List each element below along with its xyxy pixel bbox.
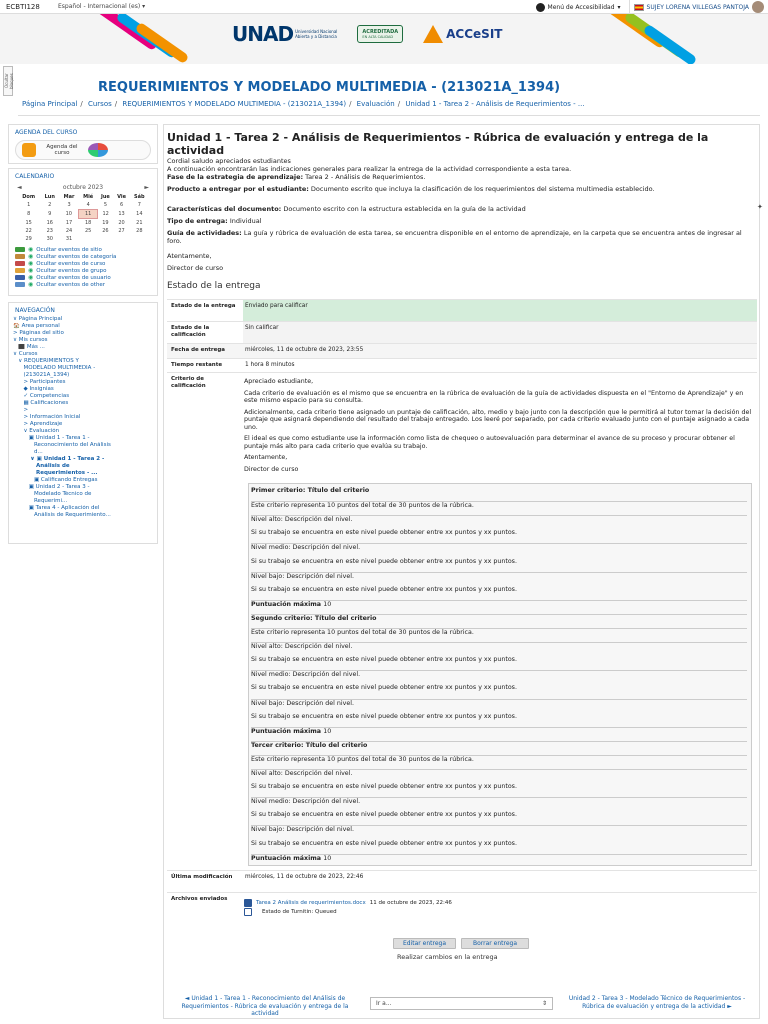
document-line: Características del documento: Documento escrito con la estructura establecida en la guía de la actividad [167,205,526,213]
event-type-swatch [15,275,25,280]
jump-to-label: Ir a... [376,1000,392,1007]
page-title: REQUERIMIENTOS Y MODELADO MULTIMEDIA - (213021A_1394) [98,80,561,95]
nav-item[interactable]: 🏠 Área personal [13,323,60,329]
time-remaining-value: 1 hora 8 minutos [245,362,295,368]
row-label: Estado de la calificación [171,325,210,338]
eye-icon: ◉ [28,253,34,260]
nav-item[interactable]: (213021A_1394) [13,372,70,378]
weekday-label: Mar [63,194,75,200]
nav-item[interactable]: ∨ Cursos [13,351,38,357]
jump-to-select[interactable] [370,997,553,1010]
event-type-swatch [15,268,25,273]
weekday-label: Sáb [134,194,145,200]
calendar-filter-label: Ocultar eventos de curso [36,260,106,267]
breadcrumb-item[interactable]: Página Principal [22,100,78,108]
accesit-logo: ACCeSIT [423,25,502,43]
nav-item[interactable]: > Participantes [13,379,66,385]
max-score: Puntuación máxima 10 [251,854,747,862]
due-date-row [167,343,757,358]
calendar-filter-label: Ocultar eventos de categoría [36,253,117,260]
calendar-key [15,246,151,288]
calendar-filter[interactable] [15,281,151,288]
file-link[interactable]: Tarea 2 Análisis de requerimientos.docx [256,900,366,906]
accessibility-icon [536,3,545,12]
prev-activity-link[interactable]: ◄ Unidad 1 - Tarea 1 - Reconocimiento del Análisis de Requerimientos - Rúbrica de evaluación y entrega de la actividad [181,995,349,1017]
weekday-label: Mié [83,194,94,200]
calendar-day[interactable]: 26 [102,228,109,234]
nav-item[interactable]: Análisis de Requerimiento... [13,512,111,518]
calendar-icon [22,143,36,157]
submitted-file [244,899,452,907]
rubric-line: Si su trabajo se encuentra en este nivel puede obtener entre xx puntos y xx puntos. [251,684,517,692]
nav-item[interactable]: ∨ Página Principal [13,316,63,322]
calendar-block [8,168,158,296]
calendar-day[interactable]: 23 [46,228,53,234]
calendar-day[interactable]: 1 [27,202,31,209]
nav-item[interactable]: ∨ Mis cursos [13,337,48,343]
rubric-line: Nivel medio: Descripción del nivel. [251,797,747,805]
nav-item[interactable]: Requerimientos - ... [13,470,98,476]
prev-month-icon[interactable]: ◄ [17,184,22,191]
submission-status-heading: Estado de la entrega [167,281,261,291]
file-date: 11 de octubre de 2023, 22:46 [369,900,452,906]
rubric-line: Si su trabajo se encuentra en este nivel puede obtener entre xx puntos y xx puntos. [251,811,517,819]
calendar-day[interactable]: 21 [136,219,143,226]
calendar-day[interactable]: 7 [137,202,141,209]
turnitin-status: Estado de Turnitin: Queued [244,908,337,916]
calendar-day[interactable]: 10 [65,211,72,217]
agenda-button-label: Agenda del curso [46,144,78,156]
calendar-day[interactable]: 19 [102,219,109,226]
greeting: Cordial saludo apreciados estudiantes [167,157,291,165]
rubric-line: Si su trabajo se encuentra en este nivel puede obtener entre xx puntos y xx puntos. [251,783,517,791]
max-score: Puntuación máxima 10 [251,727,747,735]
max-score: Puntuación máxima 10 [251,600,747,608]
calendar-day[interactable]: 2 [48,202,52,209]
rubric-line: Este criterio representa 10 puntos del total de 30 puntos de la rúbrica. [251,501,747,509]
nav-item[interactable]: ▣ Calificando Entregas [13,477,98,483]
calendar-day[interactable]: 16 [46,219,53,226]
nav-item[interactable]: > Aprendizaje [13,421,63,427]
row-label: Tiempo restante [171,362,223,368]
time-remaining-row [167,358,757,372]
event-type-swatch [15,247,25,252]
nav-item[interactable]: > Páginas del sitio [13,330,64,336]
word-document-icon [244,899,252,907]
guide-line: Guía de actividades: La guía y rúbrica de evaluación de esta tarea, se encuentra disponible en el entorno de aprendizaje, en la carpeta que se encuentra antes de ingresar al foro. [167,229,742,245]
eye-icon: ◉ [28,246,34,253]
next-activity-link[interactable]: Unidad 2 - Tarea 3 - Modelado Técnico de Requerimientos - Rúbrica de evaluación y entrega de la actividad ► [568,995,746,1010]
site-banner [0,14,768,64]
decor-stripe [643,24,698,64]
rubric-line: Nivel medio: Descripción del nivel. [251,670,747,678]
calendar-month: octubre 2023 [62,184,104,191]
page-header [18,70,760,116]
grading-status-row [167,321,757,343]
feedback-paragraph: Adicionalmente, cada criterio tiene asignado un puntaje de calificación, alto, medio y bajo junto con la descripción que le permitirá al tutor tomar la decisión del puntaje que asignará dependiendo del resultado del trabajo entregado. Los leeré por separado, por cada criterio evaluado junto con el puntaje asignado a cada uno. [244,408,752,431]
main-content [163,124,760,1019]
navigation-block [8,302,158,544]
criterion-title: Segundo criterio: Título del criterio [251,614,747,622]
delivery-type-line: Tipo de entrega: Individual [167,217,262,225]
criterion-title: Tercer criterio: Título del criterio [251,741,747,749]
nav-item[interactable]: ◆ Insignias [13,386,54,392]
calendar-day[interactable]: 6 [119,202,124,209]
nav-item[interactable]: > [13,407,29,413]
nav-item[interactable]: > Información Inicial [13,414,81,420]
rubric-line: Nivel alto: Descripción del nivel. [251,642,747,650]
weekday-label: Lun [44,194,55,200]
accessibility-label: Menú de Accesibilidad [547,3,615,11]
nav-item[interactable]: ∨ REQUERIMIENTOS Y [13,358,79,364]
grading-status-value: Sin calificar [243,322,757,343]
navigation-tree [9,316,157,519]
calendar-filter[interactable] [15,267,151,274]
nav-item[interactable]: Requerimi... [13,498,68,504]
row-label: Archivos enviados [171,896,228,902]
submission-status-row [167,299,757,321]
breadcrumb-item[interactable]: Evaluación [356,100,395,108]
last-modified-value: miércoles, 11 de octubre de 2023, 22:46 [245,874,364,880]
calendar-day[interactable]: 28 [136,228,143,234]
eye-icon: ◉ [28,267,34,274]
calendar-filter-label: Ocultar eventos de sitio [36,246,102,253]
calendar-day[interactable]: 4 [86,202,90,208]
accreditation-badge: ACREDITADA EN ALTA CALIDAD [357,25,403,43]
rubric-line: Nivel bajo: Descripción del nivel. [251,699,747,707]
calendar-day[interactable]: 15 [25,219,32,226]
calendar-filter[interactable] [15,260,151,267]
eye-icon: ◉ [28,274,34,281]
criterion-title: Primer criterio: Título del criterio [251,487,370,494]
nav-item[interactable]: ▣ Unidad 2 - Tarea 3 - [13,484,90,490]
due-date-value: miércoles, 11 de octubre de 2023, 23:55 [245,347,364,353]
language-selector[interactable]: Español - Internacional (es) ▾ [58,3,146,10]
scroll-up-icon[interactable]: ✦ [757,203,763,211]
feedback-paragraph: Atentamente, [244,454,288,461]
calendar-filter[interactable] [15,253,151,260]
product-line: Producto a entregar por el estudiante: Documento escrito que incluya la clasificación de los requerimientos del sistema multimedia establecido. [167,185,655,193]
calendar-day[interactable]: 5 [103,202,107,209]
nav-item[interactable]: MODELADO MULTIMEDIA - [13,365,96,371]
feedback-paragraph: Apreciado estudiante, [244,378,314,385]
agenda-heading: AGENDA DEL CURSO [15,129,78,136]
nav-item[interactable]: ∨ Evaluación [13,428,60,434]
nav-item[interactable]: ∨ ▣ Unidad 1 - Tarea 2 - [13,456,105,462]
breadcrumb-item[interactable]: Unidad 1 - Tarea 2 - Análisis de Requerimientos - ... [405,100,585,108]
user-menu[interactable] [629,0,768,14]
rubric-line: Si su trabajo se encuentra en este nivel puede obtener entre xx puntos y xx puntos. [251,656,517,664]
agenda-button[interactable] [15,140,151,160]
event-type-swatch [15,254,25,259]
calendar-day[interactable]: 18 [84,220,92,226]
calendar-day[interactable]: 11 [79,210,97,219]
nav-item[interactable]: ▣ Unidad 1 - Tarea 1 - [13,435,90,441]
status-badge: Enviado para calificar [243,300,757,321]
rubric-line: Nivel bajo: Descripción del nivel. [251,825,747,833]
turnitin-icon [244,908,252,916]
top-bar-right [528,0,768,14]
agenda-logo-icon [88,143,108,157]
avatar [752,1,764,13]
calendar-day [97,235,113,243]
breadcrumb-item[interactable]: REQUERIMIENTOS Y MODELADO MULTIMEDIA - (213021A_1394) [122,100,347,108]
row-label: Estado de la entrega [171,303,236,309]
accessibility-menu[interactable] [528,3,629,12]
rubric-line: Este criterio representa 10 puntos del total de 30 puntos de la rúbrica. [251,755,747,763]
weekday-label: Dom [22,194,36,200]
banner-logos [232,22,502,46]
accesit-icon [423,25,443,43]
calendar-day[interactable]: 9 [48,211,52,217]
calendar-day [113,235,129,243]
rubric-line: Nivel alto: Descripción del nivel. [251,515,747,523]
user-name: SUJEY LORENA VILLEGAS PANTOJA [646,3,749,11]
hide-blocks-tab[interactable]: Ocultar bloques [3,66,13,96]
last-modified-row [167,870,757,892]
nav-item[interactable]: Análisis de [13,463,70,469]
calendar-grid [17,193,149,243]
nav-item[interactable]: Modelado Técnico de [13,491,92,497]
edit-submission-button[interactable]: Editar entrega [393,938,456,949]
calendar-day[interactable]: 30 [46,236,53,242]
rubric-table [248,483,752,866]
calendar-day[interactable]: 31 [65,236,73,242]
eye-icon: ◉ [28,260,34,267]
calendar-day[interactable]: 17 [65,219,73,226]
calendar-filter-label: Ocultar eventos de grupo [36,267,107,274]
calendar-day[interactable]: 12 [102,211,109,217]
weekday-label: Jue [101,194,110,200]
eye-icon: ◉ [28,281,34,288]
nav-item[interactable]: Reconocimiento del Análisis [13,442,111,448]
rubric-line: Si su trabajo se encuentra en este nivel puede obtener entre xx puntos y xx puntos. [251,557,517,565]
phase-line: Fase de la estrategia de aprendizaje: Tarea 2 - Análisis de Requerimientos. [167,173,426,181]
calendar-heading: CALENDARIO [15,173,55,180]
delete-submission-button[interactable]: Borrar entrega [461,938,529,949]
calendar-day[interactable]: 14 [136,211,143,217]
rubric-line: Si su trabajo se encuentra en este nivel puede obtener entre xx puntos y xx puntos. [251,529,517,537]
navigation-heading: NAVEGACIÓN [15,307,55,314]
row-label: Fecha de entrega [171,347,226,353]
top-bar [0,0,768,14]
feedback-paragraph: Director de curso [244,465,299,473]
next-month-icon[interactable]: ► [144,184,149,191]
calendar-filter-label: Ocultar eventos de usuario [36,274,111,281]
nav-item[interactable]: d... [13,449,43,455]
weekday-label: Vie [117,194,126,200]
nav-item[interactable]: ⬛ Más ... [13,344,45,350]
rubric-line: Si su trabajo se encuentra en este nivel puede obtener entre xx puntos y xx puntos. [251,839,517,847]
nav-item[interactable]: ▦ Calificaciones [13,400,69,406]
rubric-line: Este criterio representa 10 puntos del total de 30 puntos de la rúbrica. [251,628,747,636]
chevron-down-icon: ▾ [617,3,621,11]
rubric-line: Nivel bajo: Descripción del nivel. [251,572,747,580]
calendar-nav [9,182,157,193]
calendar-day[interactable]: 25 [84,228,92,234]
agenda-block [8,124,158,164]
rubric-line: Nivel medio: Descripción del nivel. [251,543,747,551]
signature-line: Atentamente, [167,252,212,260]
calendar-filter-label: Ocultar eventos de other [36,281,106,288]
feedback-paragraph: Cada criterio de evaluación es el mismo que se encuentra en la rúbrica de evaluación de la guía de actividades dispuesta en el "Entorno de Aprendizaje" y en este mismo espacio para su consulta. [244,389,744,404]
calendar-day[interactable]: 29 [25,236,32,242]
calendar-day [79,235,97,243]
calendar-day[interactable]: 24 [65,228,73,234]
criteria-description [244,378,756,477]
nav-item[interactable]: ▣ Tarea 4 - Aplicación del [13,505,100,511]
calendar-day[interactable]: 3 [67,202,71,209]
calendar-day[interactable]: 13 [118,211,125,217]
event-type-swatch [15,261,25,266]
flag-icon [634,4,644,11]
row-label: Criterio de calificación [171,376,206,389]
signature-role: Director de curso [167,264,224,272]
rubric-line: Si su trabajo se encuentra en este nivel puede obtener entre xx puntos y xx puntos. [251,712,517,720]
calendar-day[interactable]: 27 [118,228,125,234]
save-changes-note: Realizar cambios en la entrega [397,953,498,961]
rubric-line: Si su trabajo se encuentra en este nivel puede obtener entre xx puntos y xx puntos. [251,585,517,593]
calendar-day[interactable]: 20 [118,219,125,226]
breadcrumb-item[interactable]: Cursos [87,100,112,108]
calendar-filter[interactable] [15,274,151,281]
breadcrumb: Página Principal / Cursos / REQUERIMIENTOS Y MODELADO MULTIMEDIA - (213021A_1394) / Evaluación / Unidad 1 - Tarea 2 - Análisis de Requerimientos - ... [22,100,585,108]
rubric-line: Nivel alto: Descripción del nivel. [251,769,747,777]
site-name[interactable]: ECBTI128 [6,2,40,11]
calendar-day [130,235,149,243]
calendar-day[interactable]: 8 [27,211,31,217]
intro-text: A continuación encontrarán las indicaciones generales para realizar la entrega de la actividad correspondiente a esta tarea. [167,165,572,173]
feedback-paragraph: El ideal es que como estudiante use la información como lista de chequeo o autoevaluación para determinar el avance de su proceso y procurar obtener el puntaje más alto para cada criterio que evalúa su trabajo. [244,435,735,450]
event-type-swatch [15,282,25,287]
activity-title: Unidad 1 - Tarea 2 - Análisis de Requerimientos - Rúbrica de evaluación y entrega de la actividad [167,131,709,157]
select-arrows-icon: ⇕ [541,1000,547,1007]
calendar-filter[interactable] [15,246,151,253]
nav-item[interactable]: ✓ Competencias [13,393,70,399]
unad-logo[interactable]: UNAD Universidad Nacional Abierta y a Distancia [232,22,338,46]
row-label: Última modificación [171,874,233,880]
calendar-day[interactable]: 22 [25,228,32,234]
